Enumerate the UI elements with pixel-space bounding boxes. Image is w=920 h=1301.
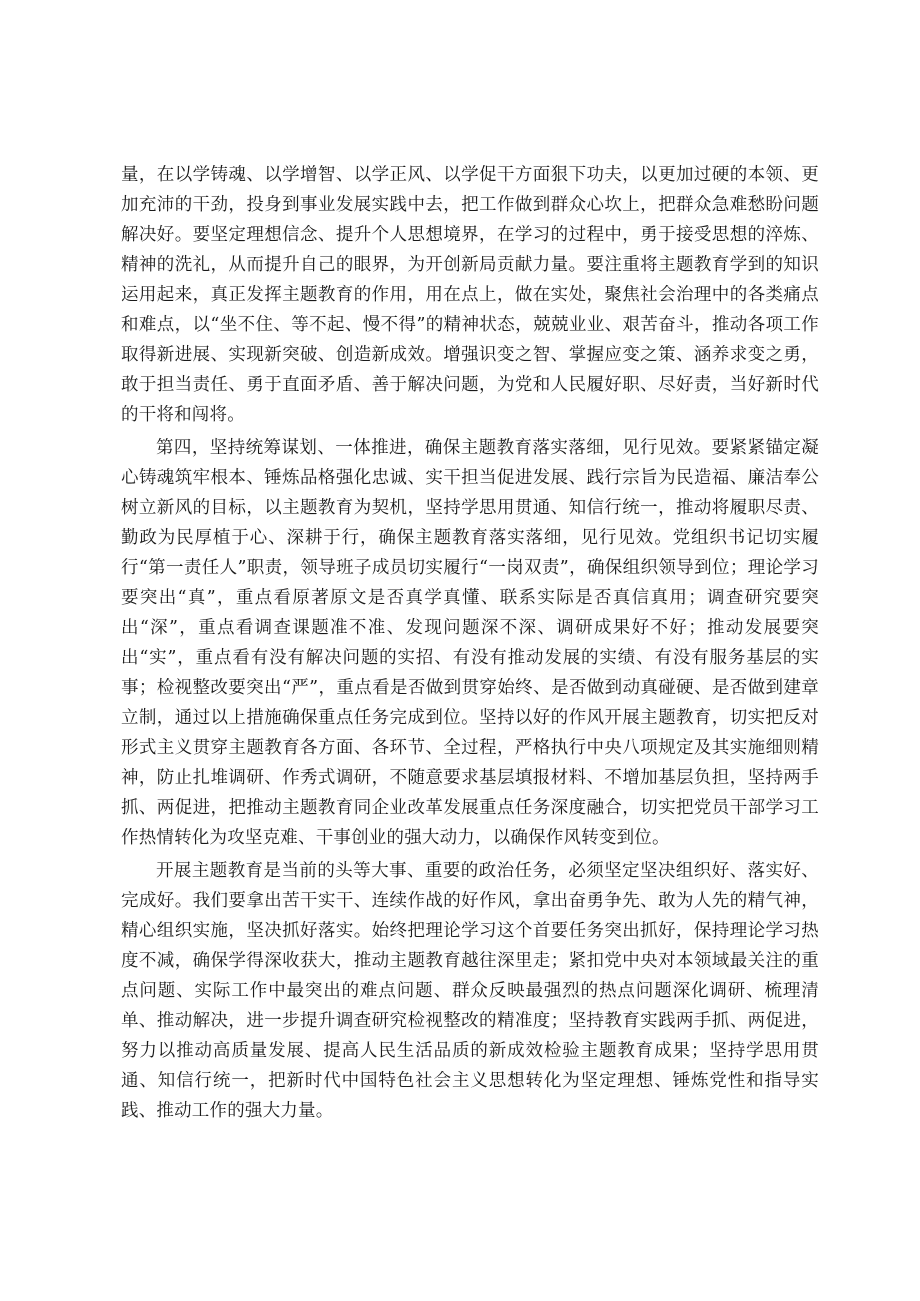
- paragraph-section-four: 第四，坚持统筹谋划、一体推进，确保主题教育落实落细，见行见效。要紧紧锚定凝心铸魂筑牢根本、锤炼品格强化忠诚、实干担当促进发展、践行宗旨为民造福、廉洁奉公树立新风的目标，以主题教育为契机，坚持学思用贯通、知信行统一，推动将履职尽责、勤政为民厚植于心、深耕于行，确保主题教育落实落细，见行见效。党组织书记切实履行“第一责任人”职责，领导班子成员切实履行“一岗双责”，确保组织领导到位；理论学习要突出“真”，重点看原著原文是否真学真懂、联系实际是否真信真用；调查研究要突出“深”，重点看调查课题准不准、发现问题深不深、调研成果好不好；推动发展要突出“实”，重点看有没有解决问题的实招、有没有推动发展的实绩、有没有服务基层的实事；检视整改要突出“严”，重点看是否做到贯穿始终、是否做到动真碰硬、是否做到建章立制，通过以上措施确保重点任务完成到位。坚持以好的作风开展主题教育，切实把反对形式主义贯穿主题教育各方面、各环节、全过程，严格执行中央八项规定及其实施细则精神，防止扎堆调研、作秀式调研，不随意要求基层填报材料、不增加基层负担，坚持两手抓、两促进，把推动主题教育同企业改革发展重点任务深度融合，切实把党员干部学习工作热情转化为攻坚克难、干事创业的强大动力，以确保作风转变到位。: [121, 438, 819, 848]
- paragraph-conclusion: 开展主题教育是当前的头等大事、重要的政治任务，必须坚定坚决组织好、落实好、完成好。我们要拿出苦干实干、连续作战的好作风，拿出奋勇争先、敢为人先的精气神，精心组织实施，坚决抓好落实。始终把理论学习这个首要任务突出抓好，保持理论学习热度不减，确保学得深收获大，推动主题教育越往深里走；紧扣党中央对本领域最关注的重点问题、实际工作中最突出的难点问题、群众反映最强烈的热点问题深化调研、梳理清单、推动解决，进一步提升调查研究检视整改的精准度；坚持教育实践两手抓、两促进，努力以推动高质量发展、提高人民生活品质的新成效检验主题教育成果；坚持学思用贯通、知信行统一，把新时代中国特色社会主义思想转化为坚定理想、锤炼党性和指导实践、推动工作的强大力量。: [121, 861, 819, 1121]
- document-body: [121, 160, 819, 1129]
- paragraph-continuation: 量，在以学铸魂、以学增智、以学正风、以学促干方面狠下功夫，以更加过硬的本领、更加充沛的干劲，投身到事业发展实践中去，把工作做到群众心坎上，把群众急难愁盼问题解决好。要坚定理想信念、提升个人思想境界，在学习的过程中，勇于接受思想的淬炼、精神的洗礼，从而提升自己的眼界，为开创新局贡献力量。要注重将主题教育学到的知识运用起来，真正发挥主题教育的作用，用在点上，做在实处，聚焦社会治理中的各类痛点和难点，以“坐不住、等不起、慢不得”的精神状态，兢兢业业、艰苦奋斗，推动各项工作取得新进展、实现新突破、创造新成效。增强识变之智、掌握应变之策、涵养求变之勇，敢于担当责任、勇于直面矛盾、善于解决问题，为党和人民履好职、尽好责，当好新时代的干将和闯将。: [121, 165, 819, 425]
